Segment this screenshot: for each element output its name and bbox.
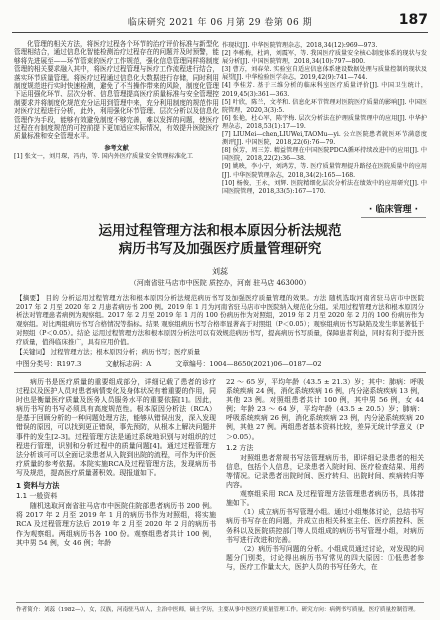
title-line-2: 病历书写及加强医疗质量管理研究 bbox=[118, 241, 322, 257]
article-id: 文章编号：1004—8650(2021)06—0187—02 bbox=[175, 360, 322, 368]
abstract-text: 【摘要】 目的 分析运用过程管理方法和根本原因分析法规范病历书写及加强医疗质量管理的效果。方法 随机选取河南省驻马店市中医院 2017 年 2 月至 2020 年 2 月患者病历书 200 例。2019 年 1 月为河南省驻马店市中医院纳入规范化分组。采用过程管理方法和根本原因分析法对管理患者病例为观察组。2017 年 2 月至 2019 年 1 月的 100 份病历作为对照组，2019 年 2 月至 2020 年 2 月的 100 份病历作为观察组。对比两组病历书写合格情况等指标。结果 观察组病历书写合格率显著高于对照组（P＜0.05）；观察组病历书写缺陷及发生率显著低于对照组（P＜0.05）。结论 运用过程管理方法和根本原因分析法可以有效规范病历书写，提高病历书写质量，保障患者利益，同时有利于提升医疗质量，值得临床推广，具有应用价值。 bbox=[16, 294, 424, 346]
body-paragraph: 病历书是医疗质量的重要组成部分，详细记载了患者的诊疗过程以及医护人员对患者病情变化及身体状况有着重要的作用，同时也是衡量医疗质量及医务人员服务水平的重要依据[1]。因此，病历书写的书写必须具有高度规范性。根本原因分析法（RCA）是基于回顾分析的一种问题处理方法，能够从错误出发，深入发现错误的原因，可以找到更正错误，事先预防，从根本上解决问题并事件的发生[2-3]。过程管理方法是通过系统地识别与对组织的过程进行管理，识别和分析过程中的质量问题[4]。通过过程管理方法分析该可可以全面记录患者从入院到出院的流程，可作为评价医疗质量的参考依据。本院实施RCA及过程管理方法，发现病历书写及规范，提高医疗质量著积效。现报道如下。 bbox=[16, 378, 216, 477]
reference-item: 作现状[J]. 中华医院管理杂志，2018,34(12):969—973. bbox=[222, 42, 378, 49]
body-right-column bbox=[226, 378, 424, 572]
reference-item: [3] 曹方，刘春荣. 实验室自适应信息体系建设数据处理与质量控制的现状及展望[J]. 中华检验医学杂志，2019,42(9):741—744. bbox=[222, 66, 427, 82]
page-number: 187 bbox=[398, 12, 428, 28]
reference-item: [8] 侯芳，周三芳. 精益管理在中国医院PDCA循环持续改进中的应用[J]. 中国医院，2018,22(2):36—38. bbox=[222, 147, 427, 163]
reference-item: [2] 李栋梅，杜鸿，刘震军，等. 我国医疗质量安全核心制度体系的现状与发展分析[J]. 中国医院管理，2018,34(10):797—800. bbox=[222, 50, 427, 66]
affiliation: （河南省驻马店市中医院 质控办，河南 驻马店 463000） bbox=[129, 279, 311, 287]
abstract bbox=[16, 294, 424, 357]
section-tag: · 临床管理 · bbox=[361, 200, 426, 218]
reference-item: [6] 张艳，杜心军，陈宇梅. 层次分析法在护理质量管理中的应用[J]. 中华护理杂志，2018,53(1):17—19. bbox=[222, 114, 427, 130]
article-meta bbox=[16, 358, 424, 368]
body-left-column bbox=[16, 378, 216, 548]
body-paragraph: （2）病历书写问题的分析。小组成员通过讨论，对发现的问题分门别类，讨论得出病历书写常见的四大原因：①低患者参与，医疗工作量太大，医护人员的书写任务大，在 bbox=[226, 544, 424, 571]
top-right-column bbox=[222, 42, 427, 196]
body-paragraph: （1）成立病历书写管理小组。通过小组集体讨论，总结书写病历书写存在的问题，并成立由相关科室主任、医疗质控科、医务科以及医院质控部门等人员组成的病历书写管理小组，对病历书写进行改进和完善。 bbox=[226, 508, 424, 544]
reference-item: [4] 李桂芳. 基于三维分析的临床科室医疗质量评价[J]. 中国卫生统计，2019,45(3):361—363. bbox=[222, 82, 427, 98]
reference-item: [9] 姚映，李小宁，刘鸿芳，等. 医疗质量管理提升路径在医院质量中的应用[J]. 中华医院管理杂志，2018,34(2):165—168. bbox=[222, 163, 427, 179]
body-paragraph: 观察组采用 RCA 及过程管理方法管理患者病历书，具体措施如下。 bbox=[226, 490, 424, 508]
subsection-heading: 1.1 一般资料 bbox=[16, 492, 58, 501]
section-heading: 1 资料与方法 bbox=[16, 481, 60, 491]
reference-item: [1] 张文一，刘月琛，冯冉，等. 国内外医疗质量安全管理标准化工 bbox=[14, 152, 193, 160]
author: 刘蕊 bbox=[212, 267, 228, 276]
reference-item: [5] 叶欣，陈兰，文孝和. 信息化环节管理对医院医疗质量的影响[J]. 中国医院管理，2020,3(3):5. bbox=[222, 98, 427, 114]
clc-number: 中图分类号：R197.3 bbox=[16, 360, 82, 368]
document-code: 文献标志码：A bbox=[105, 360, 152, 368]
title-line-1: 运用过程管理方法和根本原因分析法规范 bbox=[98, 223, 342, 239]
references-heading: 参考文献 bbox=[104, 144, 129, 152]
article-title bbox=[18, 222, 422, 258]
page-header bbox=[12, 12, 428, 33]
body-paragraph: 22 ～ 65 岁，平均年龄（43.5 ± 21.3）岁；其中：肺病：呼吸系统疾病 24 例，消化系统疾病 16 例，内分泌系统疾病 13 例，其他 23 例。对照组患者共计 100 例，其中男 56 例，女 44 例；年龄 23 ～ 64 岁，平均年龄（43.5 ± 20.5）岁；肺病：呼吸系统疾病 26 例，消化系统疾病 23 例，内分泌系统疾病 20 例，其他 27 例。两组患者基本资料比较，差异无统计学意义（P＞0.05）。 bbox=[226, 378, 424, 441]
body-paragraph: 对照组患者常规书写法管理病历书，即详细记录患者的相关信息，包括个人信息，记录患者入院时间、医疗检查结果、用药等情况。记录患者出院时间、医疗转归、出院时间、疾病转归等内容。 bbox=[226, 453, 424, 490]
intro-paragraph: 化管理的相关方法，将医疗过程各个环节的治疗评价标准与新型化管理相结合，通过信息化智能检测治疗过程存在的问题并及时预警，能够将先进展至——环节管束的医疗工作规范，强化信息管理同样将制度管理的相关要求融入其中，将医疗过程管理与医疗工作流程进行结合，落实环节质量管理。将医疗过程通过信息化大数据进行存储，同时利用制度规范进行实时快速检测，避免了不当操作带来的风险，制度化管理下运用强化环节、层次分析、信息管理提高医疗质量标准与安全管理控制要求并将制度化规范充分运用到管理中来，充分利用制度的规范作用对医疗过程进行分析，此外，利用强化环节管理、层次分析以及信息化管理作为手段，能够有效避免制度不够完善，难以发挥的问题，使医疗过程在有制度规范的可控前提下更加适应实际情况，有效提升医院医疗质量标准和安全管理水平。 bbox=[14, 40, 219, 141]
author-footnote: 作者简介：刘蕊（1982—），女，汉族，河南驻马店人，主治中医师，硕士学历，主要从事中医医疗质量管理工作。研究方向：病例书写质量，医疗质量控制管理。 bbox=[16, 602, 424, 613]
divider bbox=[14, 372, 426, 373]
reference-item: [10] 杨俊，王永，刘辉. 医院精细化层次分析法在绩效中的应用研究[J]. 中国医院管理，2018,33(5):167—170. bbox=[222, 179, 427, 195]
references-start bbox=[14, 145, 219, 161]
keywords: 【关键词】 过程管理方法；根本原因分析；病历书写；医疗质量 bbox=[16, 348, 201, 357]
body-paragraph: 随机选取河南省驻马店市中医院住院部患者病历书 200 例。将 2017 年 2 月至 2019 年 1 月的病历书作为对照组，将实施 RCA 及过程管理方法后 2019 年 2 月至 2020 年 2 月的病历书作为观察组。两组病历书各 100 份。观察组患者共计 100 例，其中男 54 例，女 46 例；年龄 bbox=[16, 502, 216, 547]
reference-item: [7] LIUMei—chen,LIUWei,TAOMu—yi. 公立医院患者就医环节满意度测评[J]. 中国医院，2018,22(6):76—79. bbox=[222, 131, 427, 147]
subsection-heading: 1.2 方法 bbox=[226, 443, 254, 452]
top-left-column bbox=[14, 40, 219, 161]
journal-title: 临床研究 2021 年 06 月第 29 卷第 06 期 bbox=[127, 18, 313, 28]
